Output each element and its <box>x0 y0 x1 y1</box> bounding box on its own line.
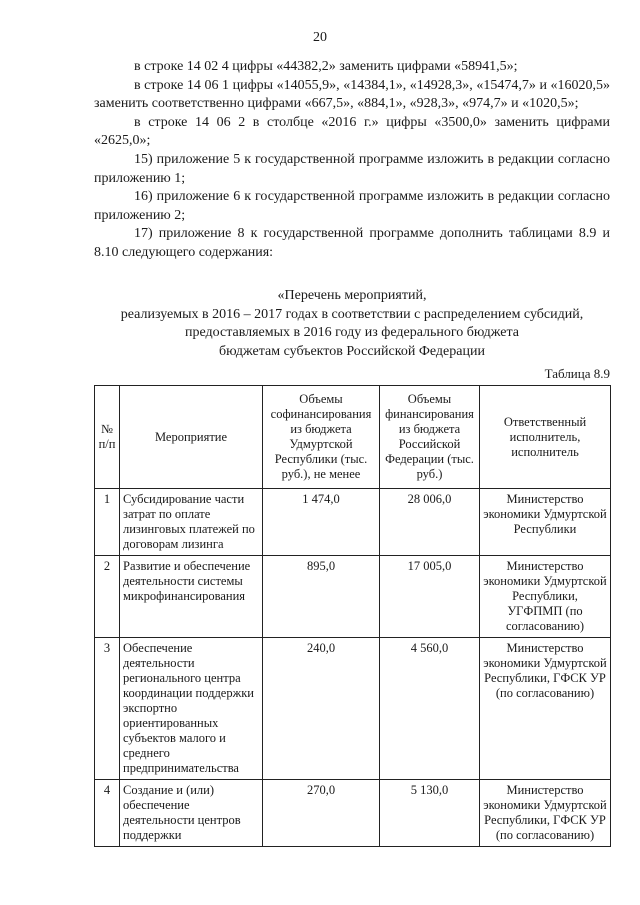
row-cofinancing: 270,0 <box>263 780 380 847</box>
table-row <box>95 556 611 638</box>
header-activity: Мероприятие <box>120 386 263 489</box>
heading-line: бюджетам субъектов Российской Федерации <box>219 343 485 359</box>
table-row <box>95 780 611 847</box>
paragraph: в строке 14 06 2 в столбце «2016 г.» цифры «3500,0» заменить цифрами «2625,0»; <box>94 114 610 149</box>
table-header-row <box>95 386 611 489</box>
heading-line: предоставляемых в 2016 году из федерального бюджета <box>184 325 520 341</box>
row-activity: Субсидирование части затрат по оплате лизинговых платежей по договорам лизинга <box>120 489 263 556</box>
page-number: 20 <box>313 30 327 45</box>
row-executor: Министерство экономики Удмуртской Республики <box>480 489 611 556</box>
row-federal: 17 005,0 <box>380 556 480 638</box>
row-executor: Министерство экономики Удмуртской Республики, ГФСК УР (по согласованию) <box>480 638 611 780</box>
paragraph: 17) приложение 8 к государственной программе дополнить таблицами 8.9 и 8.10 следующего содержания: <box>94 226 610 260</box>
heading-line: реализуемых в 2016 – 2017 годах в соответствии с распределением субсидий, <box>120 306 584 322</box>
paragraph: 16) приложение 6 к государственной программе изложить в редакции согласно приложению 2; <box>94 189 610 223</box>
row-number: 3 <box>95 638 120 780</box>
table-caption: Таблица 8.9 <box>544 366 610 381</box>
paragraph: 15) приложение 5 к государственной программе изложить в редакции согласно приложению 1; <box>94 151 610 186</box>
header-cofinancing: Объемы софинансирования из бюджета Удмуртской Республики (тыс. руб.), не менее <box>263 386 380 489</box>
row-cofinancing: 1 474,0 <box>263 489 380 556</box>
paragraph: в строке 14 02 4 цифры «44382,2» заменить цифрами «58941,5»; <box>134 59 518 74</box>
row-executor: Министерство экономики Удмуртской Республики, ГФСК УР (по согласованию) <box>480 780 611 847</box>
row-cofinancing: 240,0 <box>263 638 380 780</box>
table-heading <box>94 287 610 361</box>
measures-table <box>94 385 611 847</box>
header-executor: Ответственный исполнитель, исполнитель <box>480 386 611 489</box>
row-executor: Министерство экономики Удмуртской Республики, УГФПМП (по согласованию) <box>480 556 611 638</box>
row-activity: Создание и (или) обеспечение деятельности центров поддержки <box>120 780 263 847</box>
paragraph: в строке 14 06 1 цифры «14055,9», «14384,1», «14928,3», «15474,7» и «16020,5» заменить соответственно цифрами «667,5», «884,1», «928,3», «974,7» и «1020,5»; <box>94 77 610 112</box>
header-number: № п/п <box>95 386 120 489</box>
row-federal: 4 560,0 <box>380 638 480 780</box>
row-federal: 28 006,0 <box>380 489 480 556</box>
header-federal: Объемы финансирования из бюджета Российской Федерации (тыс. руб.) <box>380 386 480 489</box>
row-number: 1 <box>95 489 120 556</box>
row-activity: Обеспечение деятельности регионального центра координации поддержки экспортно ориентированных субъектов малого и среднего предпринимательства <box>120 638 263 780</box>
row-number: 2 <box>95 556 120 638</box>
table-row <box>95 489 611 556</box>
row-number: 4 <box>95 780 120 847</box>
body-text <box>94 58 610 263</box>
table-row <box>95 638 611 780</box>
row-cofinancing: 895,0 <box>263 556 380 638</box>
heading-line: «Перечень мероприятий, <box>277 288 427 303</box>
row-activity: Развитие и обеспечение деятельности системы микрофинансирования <box>120 556 263 638</box>
row-federal: 5 130,0 <box>380 780 480 847</box>
